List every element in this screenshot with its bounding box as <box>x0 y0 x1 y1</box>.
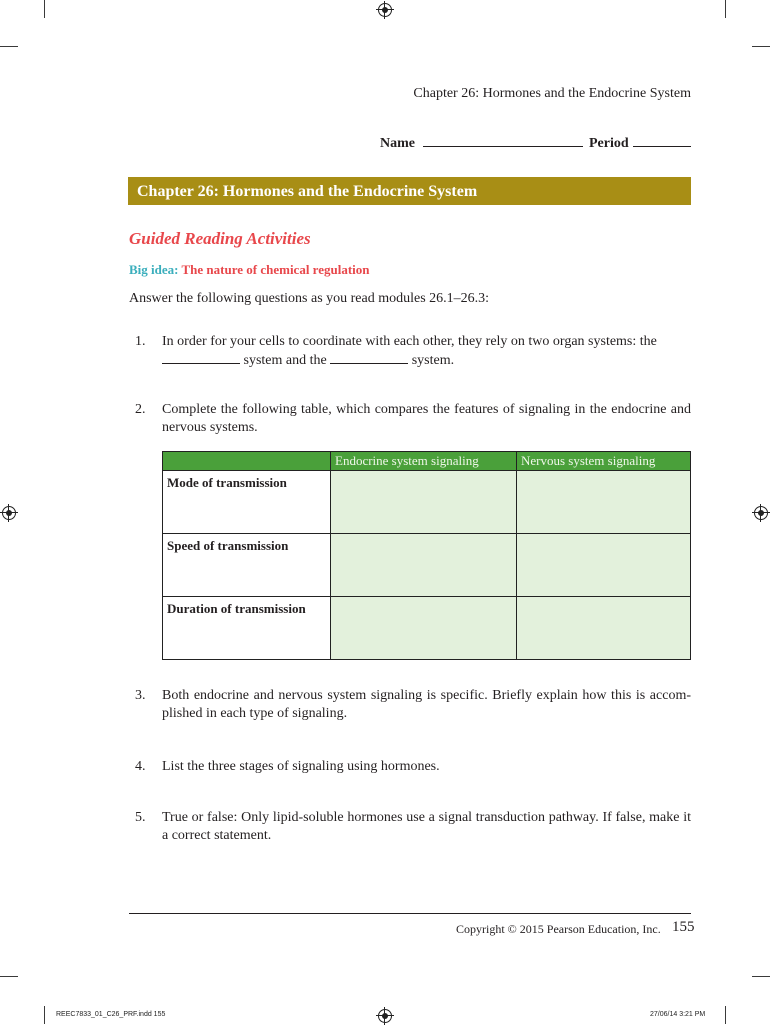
big-idea-text: The nature of chemical regulation <box>181 262 370 277</box>
question-text: Complete the following table, which compares the features of signaling in the endocrine and nervous systems. <box>162 402 691 435</box>
big-idea-label: Big idea: <box>129 262 179 277</box>
answer-cell[interactable] <box>517 471 691 534</box>
question-text: True or false: Only lipid-soluble hormones use a signal transduction pathway. If false, make it a correct statement. <box>162 810 691 843</box>
answer-cell[interactable] <box>331 471 517 534</box>
question-number: 5. <box>135 810 146 825</box>
question-3 <box>135 687 691 723</box>
table-header-row <box>163 452 691 471</box>
question-number: 4. <box>135 759 146 774</box>
question-text: Both endocrine and nervous system signaling is specific. Briefly explain how this is accom- plished in each type of signaling. <box>162 688 691 721</box>
chapter-title-band: Chapter 26: Hormones and the Endocrine System <box>128 177 691 207</box>
question-text: List the three stages of signaling using hormones. <box>162 759 440 774</box>
name-field[interactable] <box>423 134 583 147</box>
row-header: Mode of transmission <box>163 471 331 534</box>
slug-filename: REEC7833_01_C26_PRF.indd 155 <box>56 1011 166 1018</box>
question-text-part: system. <box>411 353 455 368</box>
answer-blank[interactable] <box>162 351 240 364</box>
question-number: 2. <box>135 402 146 417</box>
table-row <box>163 534 691 597</box>
question-1 <box>135 333 691 370</box>
crop-mark <box>44 1006 45 1024</box>
registration-mark-icon <box>2 506 16 520</box>
crop-mark <box>752 46 770 47</box>
big-idea <box>129 262 370 278</box>
name-period-row <box>380 134 691 152</box>
registration-mark-icon <box>378 1009 392 1023</box>
crop-mark <box>0 46 18 47</box>
question-text-part: In order for your cells to coordinate with each other, they rely on two organ systems: the <box>162 334 657 349</box>
period-label: Period <box>589 136 629 151</box>
row-header: Speed of transmission <box>163 534 331 597</box>
running-head: Chapter 26: Hormones and the Endocrine System <box>413 86 691 101</box>
slug-timestamp: 27/06/14 3:21 PM <box>650 1011 706 1018</box>
answer-cell[interactable] <box>517 597 691 660</box>
table-header-cell: Nervous system signaling <box>517 452 691 471</box>
section-title: Guided Reading Activities <box>129 229 311 248</box>
period-field[interactable] <box>633 134 691 147</box>
page-number: 155 <box>672 919 695 935</box>
crop-mark <box>0 976 18 977</box>
registration-mark-icon <box>754 506 768 520</box>
crop-mark <box>752 976 770 977</box>
instructions: Answer the following questions as you read modules 26.1–26.3: <box>129 291 490 306</box>
row-header: Duration of transmission <box>163 597 331 660</box>
question-text <box>162 333 691 370</box>
question-5 <box>135 809 691 845</box>
question-4 <box>135 758 691 776</box>
question-number: 1. <box>135 334 146 349</box>
crop-mark <box>44 0 45 18</box>
crop-mark <box>725 1006 726 1024</box>
copyright: Copyright © 2015 Pearson Education, Inc. <box>456 922 661 936</box>
question-text-part: system and the <box>243 353 327 368</box>
table-header-cell: Endocrine system signaling <box>331 452 517 471</box>
answer-cell[interactable] <box>331 534 517 597</box>
name-label: Name <box>380 136 415 151</box>
footer-rule <box>129 913 691 914</box>
answer-cell[interactable] <box>517 534 691 597</box>
comparison-table <box>162 451 691 660</box>
crop-mark <box>725 0 726 18</box>
question-2 <box>135 401 691 437</box>
table-row <box>163 471 691 534</box>
registration-mark-icon <box>378 3 392 17</box>
question-number: 3. <box>135 688 146 703</box>
table-header-cell <box>163 452 331 471</box>
answer-blank[interactable] <box>330 351 408 364</box>
table-row <box>163 597 691 660</box>
answer-cell[interactable] <box>331 597 517 660</box>
